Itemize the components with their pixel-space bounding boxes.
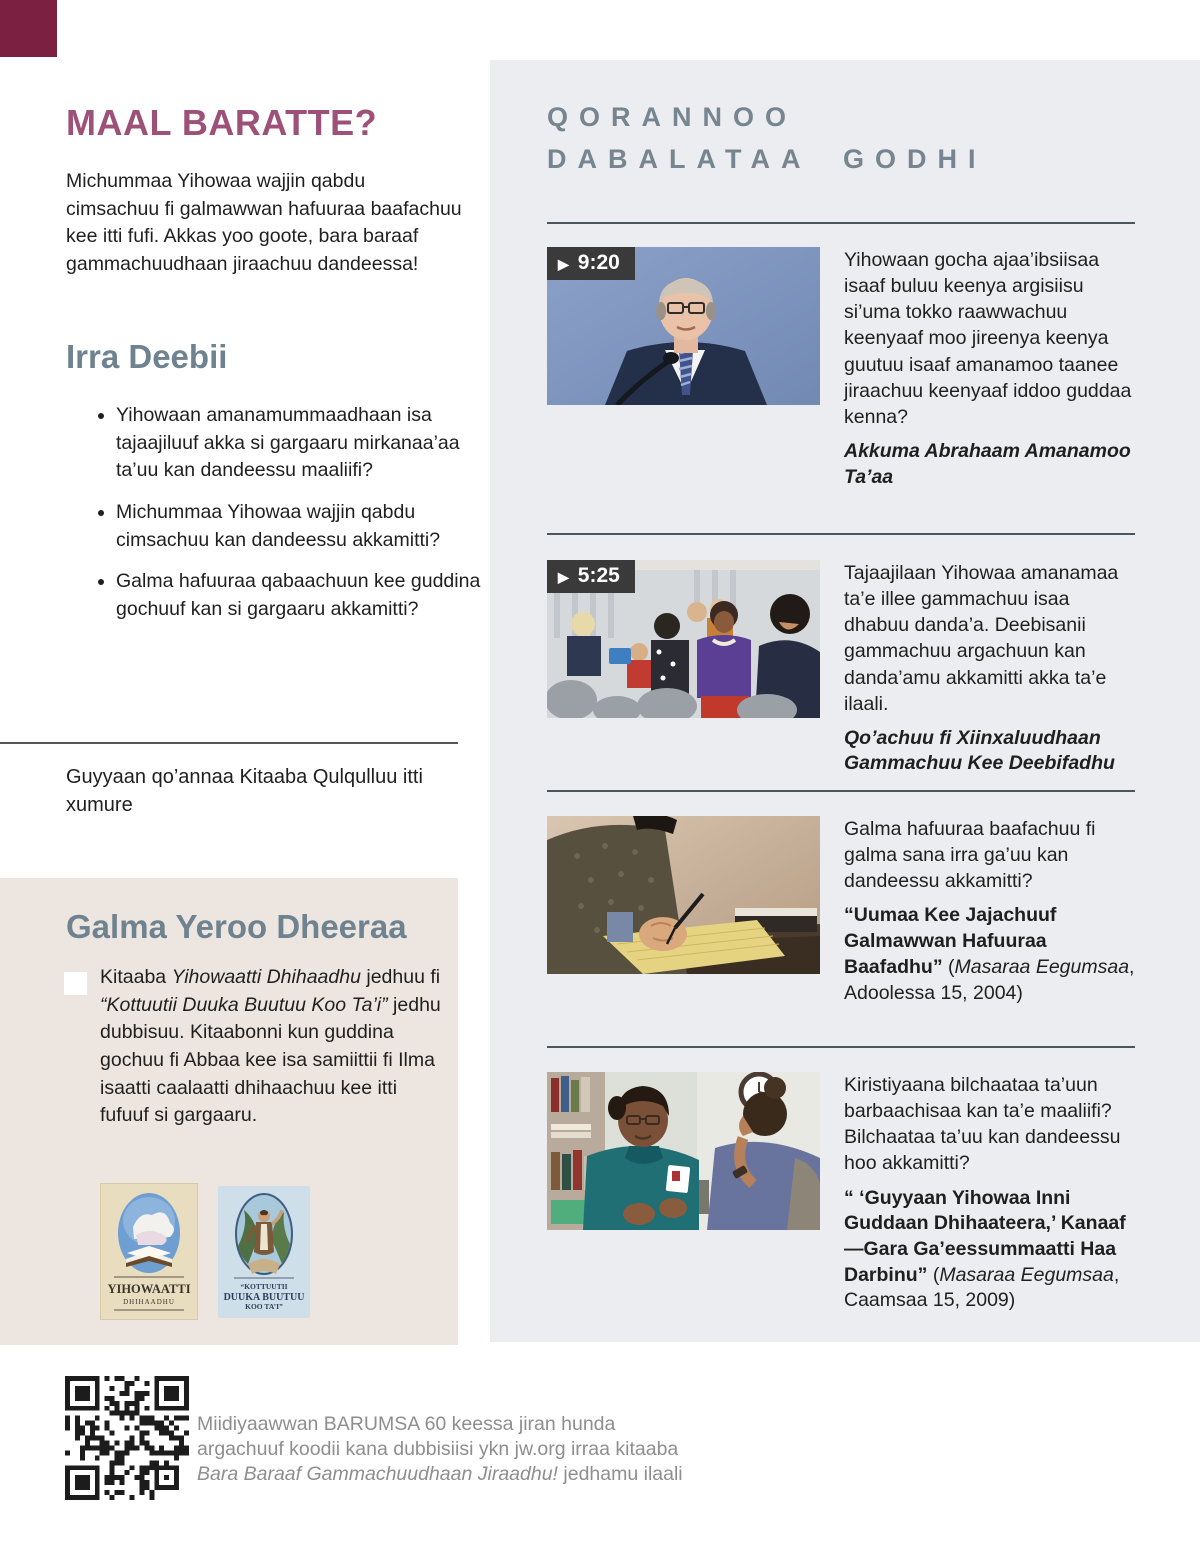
- writing-photo-thumbnail: [547, 816, 820, 974]
- divider: [0, 742, 458, 744]
- svg-text:DHIHAADHU: DHIHAADHU: [123, 1298, 175, 1306]
- svg-text:KOO TA’I”: KOO TA’I”: [245, 1302, 283, 1311]
- video-duration: 9:20: [577, 251, 620, 274]
- audience-video-thumbnail[interactable]: [547, 560, 820, 718]
- goal-checkbox[interactable]: [64, 972, 87, 995]
- book-cover-come-follow: [218, 1186, 310, 1318]
- study-item-text: Galma hafuuraa baafachuu fi galma sana irra ga’uu kan dandeessu akkamitti?: [844, 818, 1096, 893]
- divider: [547, 533, 1135, 535]
- video-duration-badge: [547, 560, 635, 593]
- study-item-credit: Akkuma Abrahaam Amanamoo Ta’aa: [844, 439, 1131, 488]
- study-item-credit: Qo’achuu fi Xiinxaluudhaan Gammachuu Kee Deebifadhu: [844, 726, 1115, 775]
- review-item: • Yihowaan amanamummaadhaan isa tajaajiluuf akka si gargaaru mirkanaa’aa ta’uu kan dandeessu maaliifi?: [116, 402, 488, 485]
- study-item-credit: “Uumaa Kee Jajachuuf Galmawwan Hafuuraa Baafadhu” (Masaraa Eegumsaa, Adoolessa 15, 2004): [844, 904, 1135, 1004]
- page-title: MAAL BARATTE?: [66, 102, 378, 143]
- goal-box: [0, 878, 458, 1345]
- footer-line: argachuuf koodii kana dubbisiisi ykn jw.org irraa kitaaba: [197, 1437, 679, 1460]
- study-panel: [490, 60, 1200, 1342]
- panel-title-line1: QORANNOO: [547, 102, 797, 132]
- study-item: [547, 816, 1135, 1006]
- footer-note: [197, 1412, 777, 1487]
- review-list: [66, 402, 488, 638]
- review-item: • Michummaa Yihowaa wajjin qabdu cimsachuu kan dandeessu akkamitti?: [116, 499, 488, 554]
- writing-illustration: [547, 816, 820, 974]
- study-note: Guyyaan qo’annaa Kitaaba Qulqulluu itti xumure: [66, 766, 423, 816]
- divider: [547, 222, 1135, 224]
- panel-title-line2: DABALATAA GODHI: [547, 144, 987, 174]
- book-cover-draw-close: [100, 1183, 198, 1320]
- svg-text:YIHOWAATTI: YIHOWAATTI: [107, 1282, 191, 1296]
- study-item-text: Yihowaan gocha ajaa’ibsiisaa isaaf buluu keenya argisiisu si’uma tokko raawwachuu keenyaaf moo jireenya keenya guutuu isaaf amanamoo taanee jiraachuu keenyaaf iddoo guddaa kenna?: [844, 249, 1132, 428]
- video-duration: 5:25: [577, 564, 620, 587]
- footer-line: Miidiyaawwan BARUMSA 60 keessa jiran hunda: [197, 1413, 616, 1435]
- book-cover-illustration: [100, 1183, 198, 1320]
- study-item: [547, 560, 1135, 777]
- review-item: • Galma hafuuraa qabaachuun kee guddina gochuuf kan si gargaaru akkamitti?: [116, 568, 488, 623]
- conversation-photo-thumbnail: [547, 1072, 820, 1230]
- goal-heading: Galma Yeroo Dheeraa: [66, 908, 407, 945]
- intro-paragraph: Michummaa Yihowaa wajjin qabdu cimsachuu fi galmawwan hafuuraa baafachuu kee itti fufi. Akkas yoo goote, bara baraaf gammachuudhaan jiraachuu dandeessa!: [66, 170, 462, 276]
- study-item: [547, 1072, 1135, 1314]
- book-cover-illustration: [218, 1186, 310, 1318]
- svg-text:“KOTTUUTII: “KOTTUUTII: [240, 1282, 288, 1291]
- divider: [547, 1046, 1135, 1048]
- study-item-text: Kiristiyaana bilchaataa ta’uun barbaachisaa kan ta’e maaliifi? Bilchaataa ta’uu kan dandeessu hoo akkamitti?: [844, 1074, 1121, 1175]
- qr-code: [65, 1374, 189, 1502]
- study-item: [547, 247, 1135, 490]
- play-icon: ▶: [558, 256, 569, 272]
- qr-code-image: [65, 1374, 189, 1502]
- divider: [547, 790, 1135, 792]
- study-item-credit: “ ‘Guyyaan Yihowaa Inni Guddaan Dhihaateera,’ Kanaaf —Gara Ga’eessummaatti Haa Darbinu” (Masaraa Eegumsaa, Caamsaa 15, 2009): [844, 1186, 1126, 1312]
- corner-accent: [0, 0, 57, 57]
- study-item-text: Tajaajilaan Yihowaa amanamaa ta’e illee gammachuu isaa dhabuu danda’a. Deebisanii gammachuu argachuun kan danda’amu akkamitti akka ta’e ilaali.: [844, 562, 1119, 715]
- video-duration-badge: [547, 247, 635, 280]
- conversation-illustration: [547, 1072, 820, 1230]
- svg-text:DUUKA BUUTUU: DUUKA BUUTUU: [223, 1292, 305, 1303]
- footer-line: Bara Baraaf Gammachuudhaan Jiraadhu! jedhamu ilaali: [197, 1462, 683, 1485]
- play-icon: ▶: [558, 569, 569, 585]
- goal-text: Kitaaba Yihowaatti Dhihaadhu jedhuu fi “Kottuutii Duuka Buutuu Koo Ta’i” jedhu dubbisuu. Kitaabonni kun guddina gochuu fi Abbaa kee isa samiittii fi Ilma isaatti caalaatti dhihaachuu kee itti fufuuf si gargaaru.: [100, 966, 441, 1127]
- speaker-video-thumbnail[interactable]: [547, 247, 820, 405]
- review-heading: Irra Deebii: [66, 338, 228, 375]
